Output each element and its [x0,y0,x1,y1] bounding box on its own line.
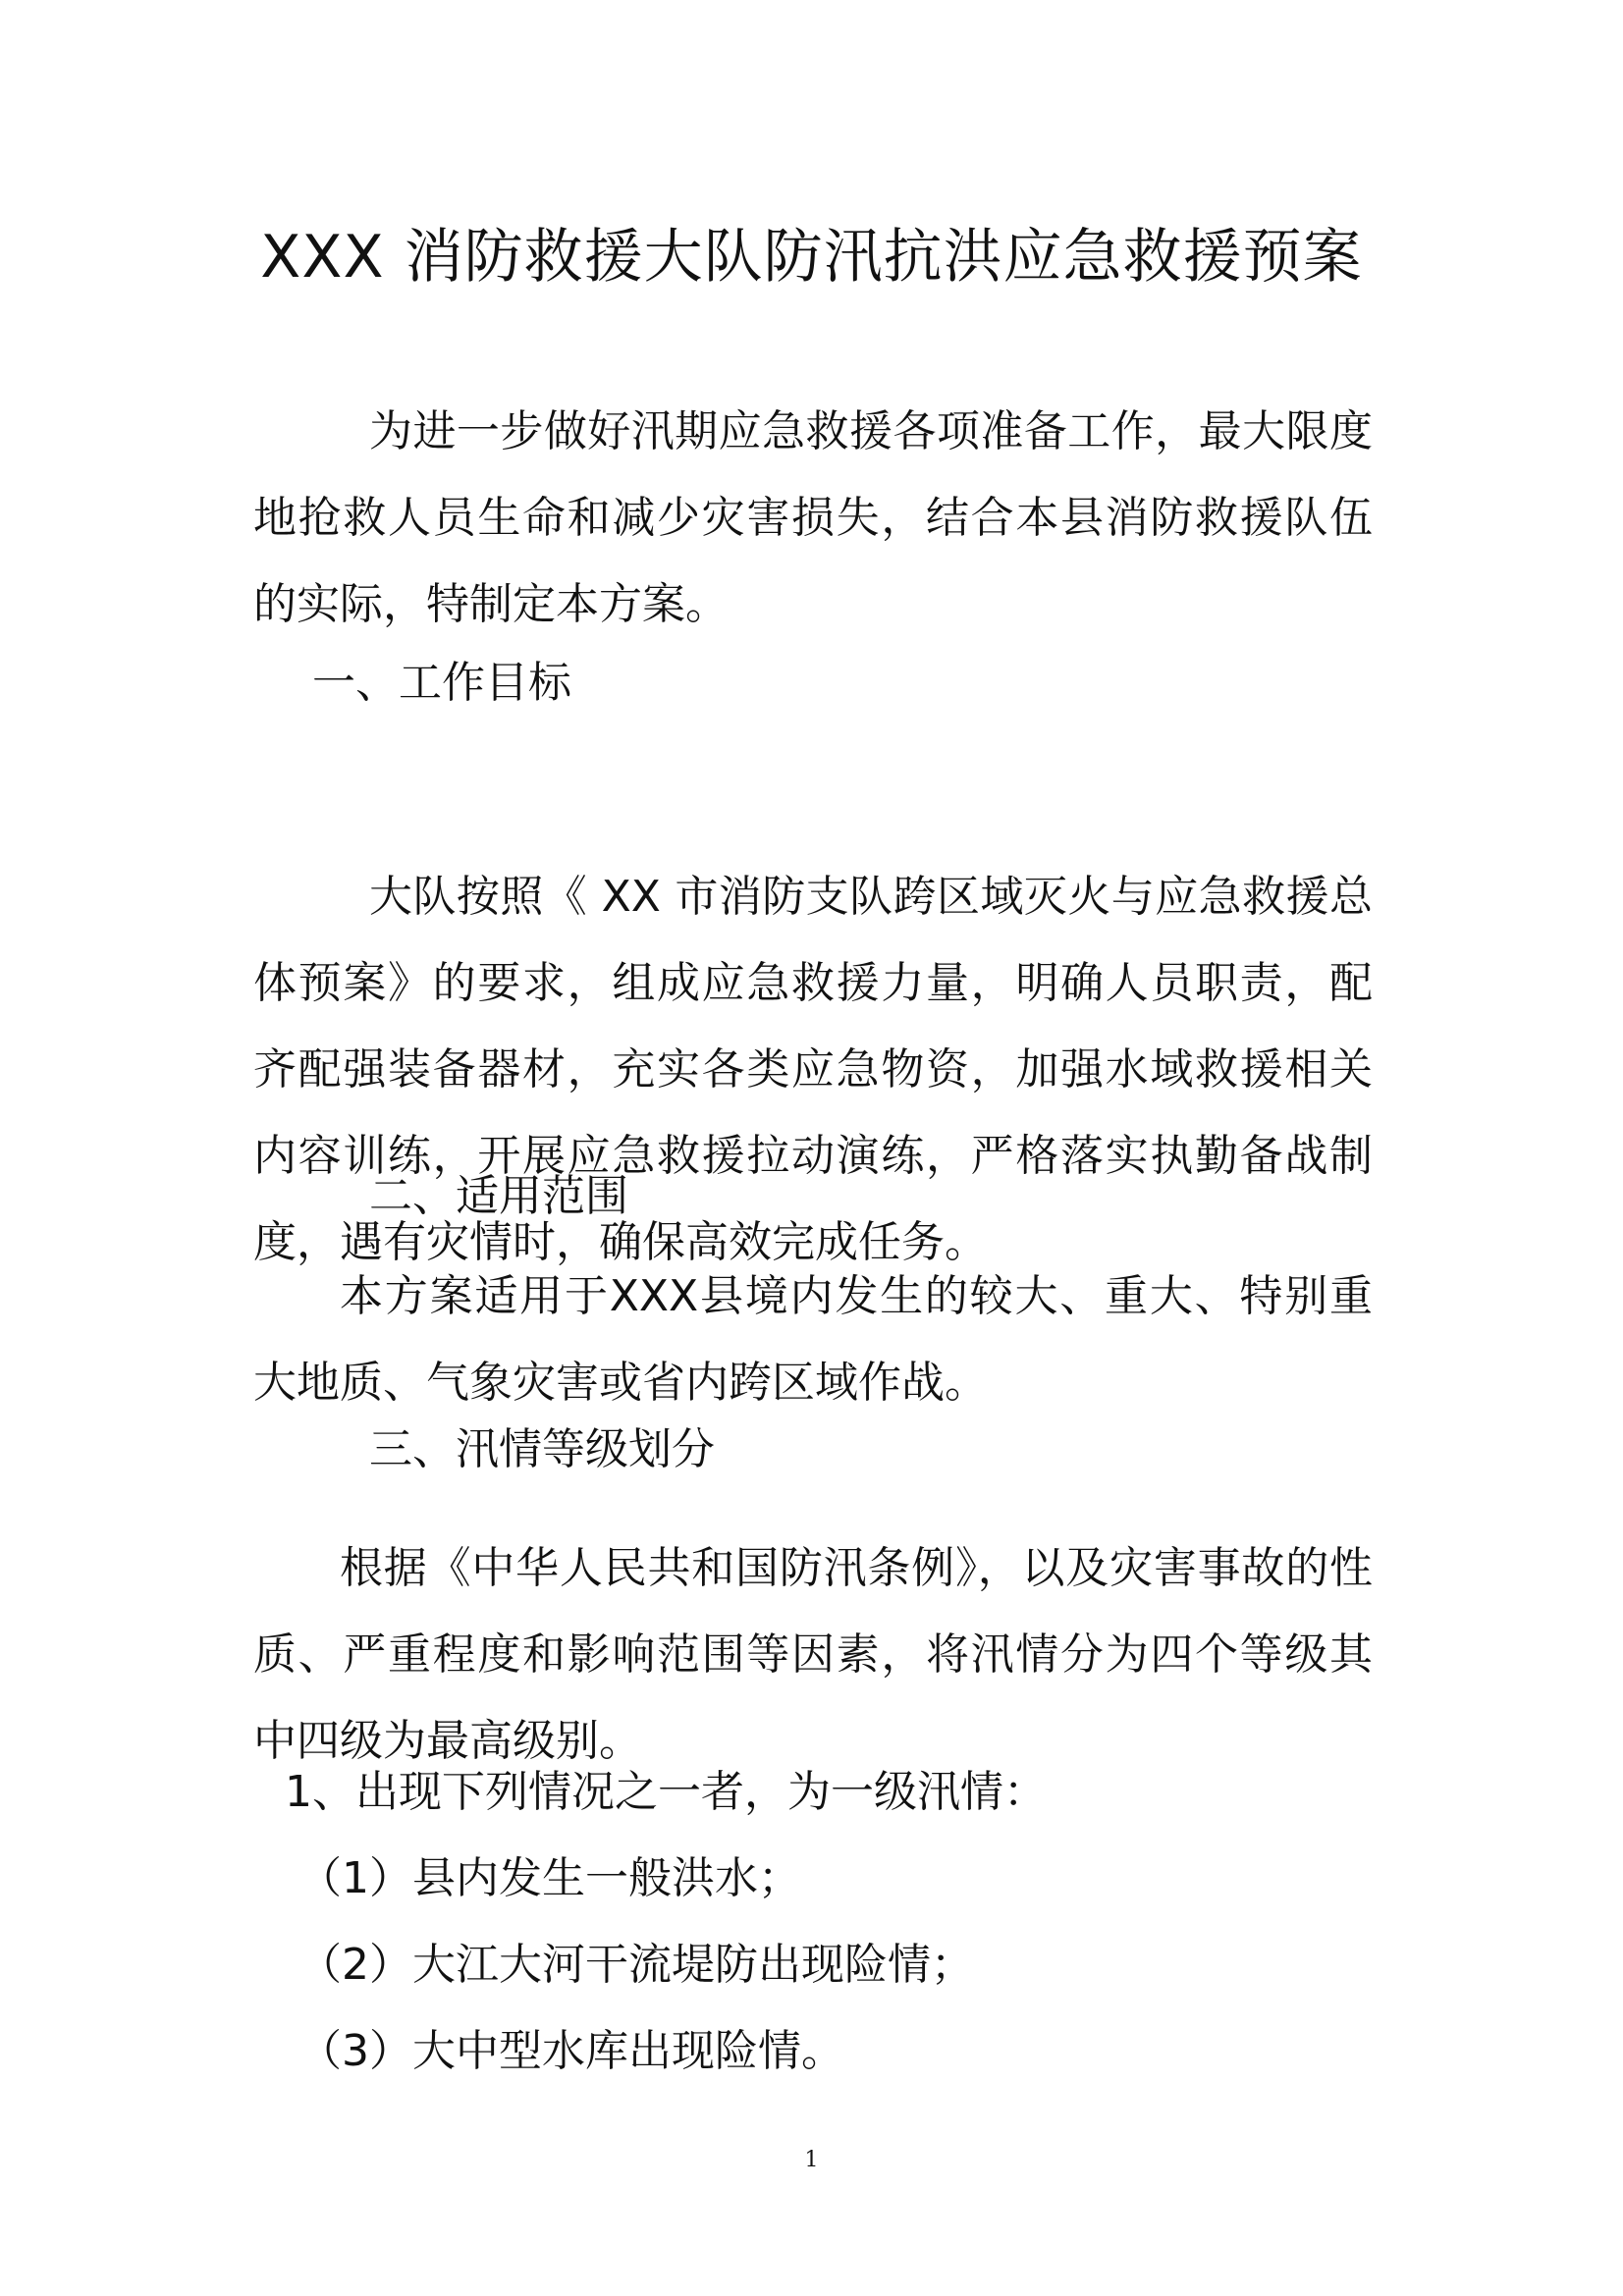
section-heading-flood-levels: 三、汛情等级划分 [369,1424,715,1474]
section-body-work-goal: 大队按照《 XX 市消防支队跨区域灭火与应急救援总体预案》的要求，组成应急救援力量，明确人员职责，配齐配强装备器材，充实各类应急物资，加强水域救援相关内容训练，开展应急救援拉动演练，严格落实执勤备战制度，遇有灾情时，确保高效完成任务。 [253,872,1373,1267]
sub-list-item: （1）县内发生一般洪水； [298,1853,801,1903]
page-number: 1 [804,2148,819,2172]
section-heading-work-goal: 一、工作目标 [312,658,571,708]
section-body-flood-levels: 根据《中华人民共和国防汛条例》，以及灾害事故的性质、严重程度和影响范围等因素，将汛情分为四个等级其中四级为最高级别。 [253,1543,1373,1766]
document-title: XXX 消防救援大队防汛抗洪应急救援预案 [260,223,1363,292]
section-heading-scope: 二、适用范围 [369,1171,628,1221]
intro-paragraph: 为进一步做好汛期应急救援各项准备工作，最大限度地抢救人员生命和减少灾害损失，结合本县消防救援队伍的实际，特制定本方案。 [253,406,1373,629]
sub-list-item: （2）大江大河干流堤防出现险情； [298,1940,974,1990]
sub-list-item: （3）大中型水库出现险情。 [298,2026,844,2076]
section-body-scope: 本方案适用于XXX县境内发生的较大、重大、特别重大地质、气象灾害或省内跨区域作战。 [253,1271,1373,1408]
list-item-level-one: 1、出现下列情况之一者，为一级汛情： [285,1767,1047,1817]
